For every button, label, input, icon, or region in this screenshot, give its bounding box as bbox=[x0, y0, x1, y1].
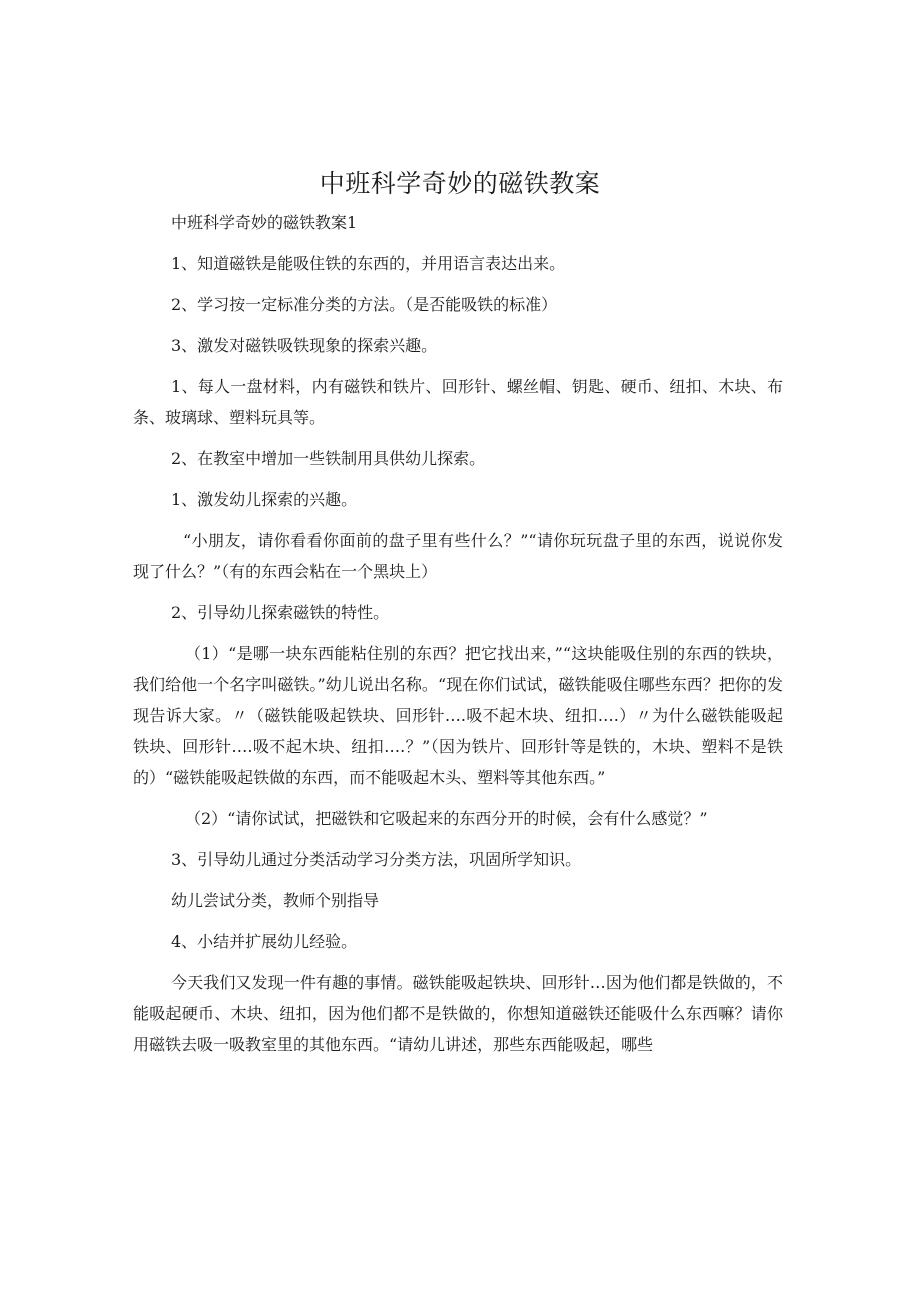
material-item-1: 1、每人一盘材料，内有磁铁和铁片、回形针、螺丝帽、钥匙、硬币、纽扣、木块、布条、玻璃球、塑料玩具等。 bbox=[133, 377, 783, 427]
process-step-3-note: 幼儿尝试分类，教师个别指导 bbox=[171, 891, 380, 910]
process-step-2-part-1: （1）“是哪一块东西能粘住别的东西？把它找出来，”“这块能吸住别的东西的铁块，我们给他一个名字叫磁铁。”幼儿说出名称。“现在你们试试，磁铁能吸住哪些东西？把你的发现告诉大家。〃（磁铁能吸起铁块、回形针….吸不起木块、纽扣….）〃为什么磁铁能吸起铁块、回形针….吸不起木块、纽扣….？”（因为铁片、回形针等是铁的，木块、塑料不是铁的）“磁铁能吸起铁做的东西，而不能吸起木头、塑料等其他东西。” bbox=[133, 644, 783, 787]
process-step-4: 4、小结并扩展幼儿经验。 bbox=[171, 932, 358, 951]
goal-item-1: 1、知道磁铁是能吸住铁的东西的，并用语言表达出来。 bbox=[171, 254, 566, 273]
process-step-1: 1、激发幼儿探索的兴趣。 bbox=[171, 490, 358, 509]
goal-item-3: 3、激发对磁铁吸铁现象的探索兴趣。 bbox=[171, 336, 438, 355]
process-step-1-dialogue: “小朋友，请你看看你面前的盘子里有些什么？”“请你玩玩盘子里的东西，说说你发现了什么？”（有的东西会粘在一个黑块上） bbox=[133, 531, 783, 581]
summary-paragraph: 今天我们又发现一件有趣的事情。磁铁能吸起铁块、回形针…因为他们都是铁做的，不能吸起硬币、木块、纽扣，因为他们都不是铁做的，你想知道磁铁还能吸什么东西嘛？请你用磁铁去吸一吸教室里的其他东西。“请幼儿讲述，那些东西能吸起，哪些 bbox=[133, 973, 783, 1054]
process-step-2: 2、引导幼儿探索磁铁的特性。 bbox=[171, 603, 390, 622]
process-step-3: 3、引导幼儿通过分类活动学习分类方法，巩固所学知识。 bbox=[171, 850, 582, 869]
document-body bbox=[133, 207, 783, 1070]
document-title: 中班科学奇妙的磁铁教案 bbox=[319, 169, 601, 198]
material-item-2: 2、在教室中增加一些铁制用具供幼儿探索。 bbox=[171, 449, 486, 468]
section-heading: 中班科学奇妙的磁铁教案1 bbox=[171, 213, 358, 232]
process-step-2-part-2: （2）“请你试试，把磁铁和它吸起来的东西分开的时候，会有什么感觉？” bbox=[185, 809, 708, 828]
goal-item-2: 2、学习按一定标准分类的方法。（是否能吸铁的标准） bbox=[171, 295, 558, 314]
